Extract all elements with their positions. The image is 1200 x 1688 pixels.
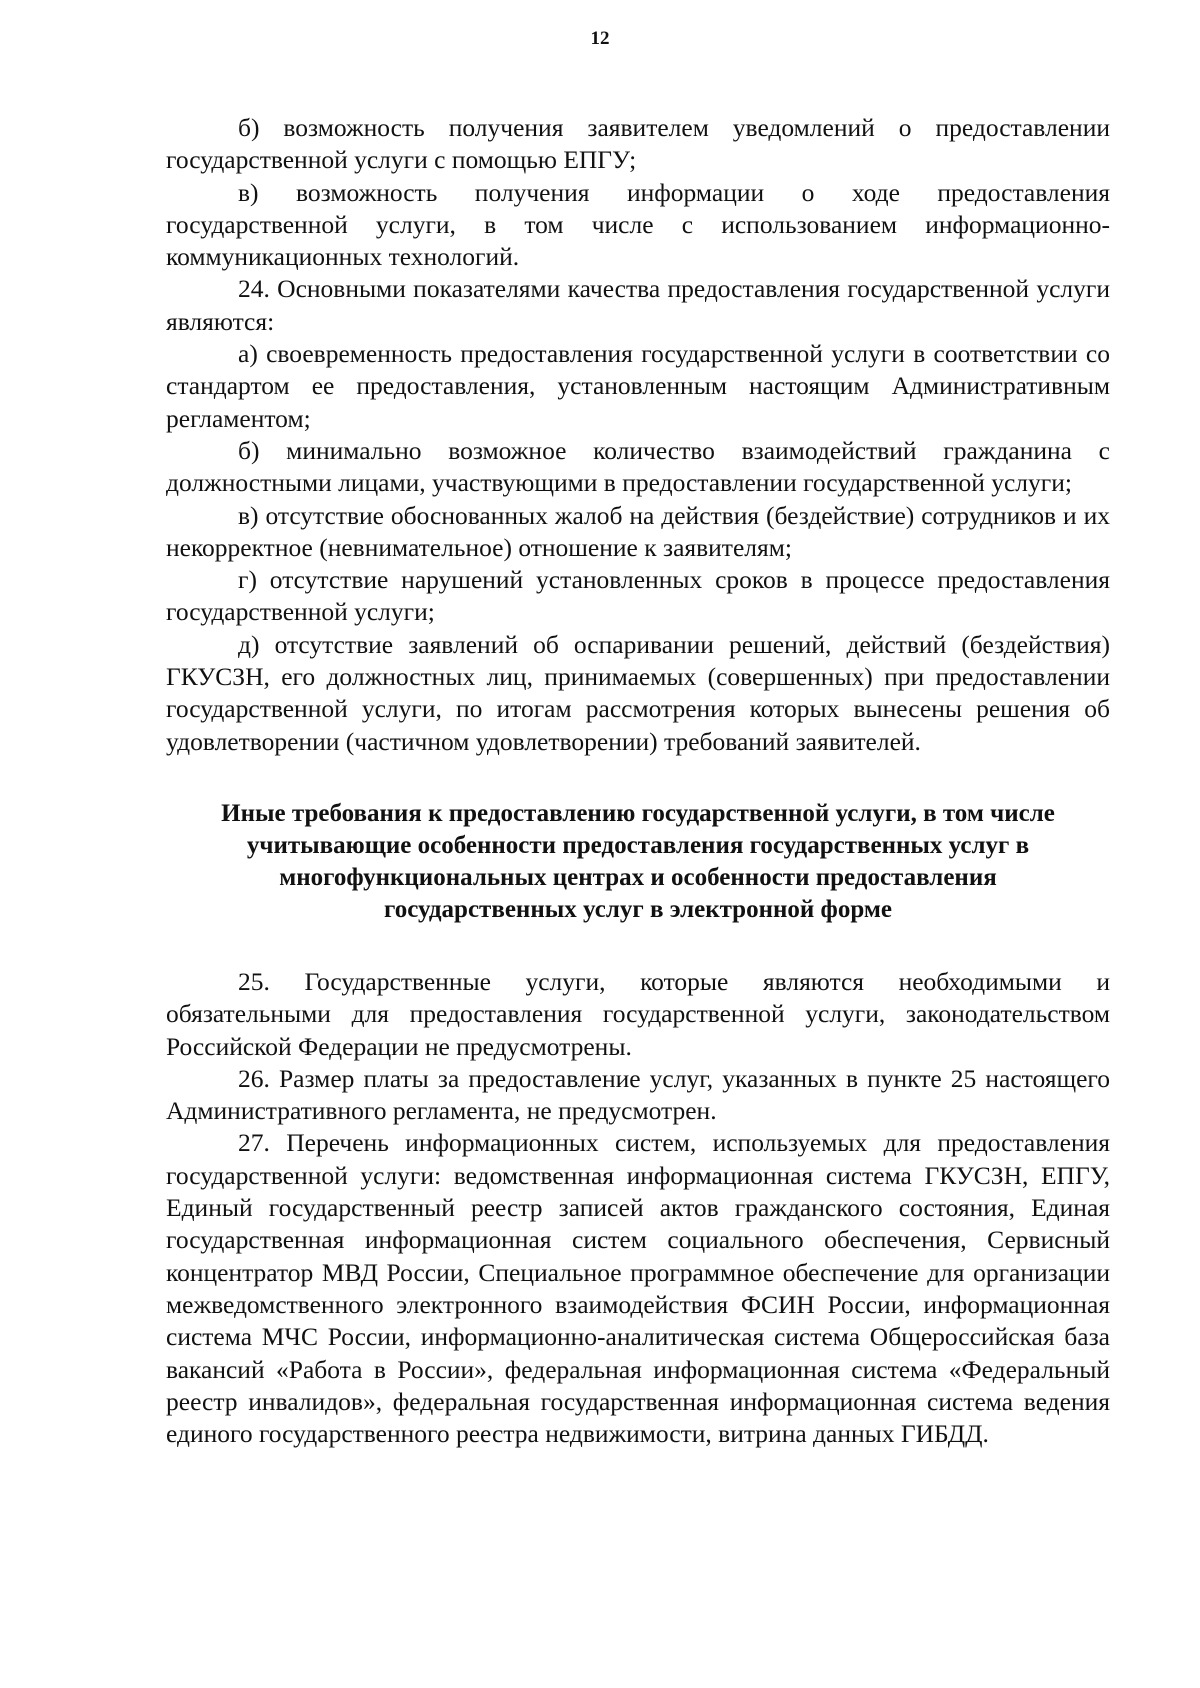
paragraph-v-complaints: в) отсутствие обоснованных жалоб на действия (бездействие) сотрудников и их некорректное (невнимательное) отношение к заявителям; xyxy=(166,500,1110,562)
paragraph-d-appeals: д) отсутствие заявлений об оспаривании решений, действий (бездействия) ГКУСЗН, его должностных лиц, принимаемых (совершенных) при предоставлении государственной услуги, по итогам рассмотрения которых вынесены решения об удовлетворении (частичном удовлетворении) требований заявителей. xyxy=(166,629,1110,756)
paragraph-24-quality-indicators: 24. Основными показателями качества предоставления государственной услуги являются: xyxy=(166,274,1110,336)
paragraph-b-notifications: б) возможность получения заявителем уведомлений о предоставлении государственной услуги с помощью ЕПГУ; xyxy=(166,113,1110,175)
paragraph-b-interactions: б) минимально возможное количество взаимодействий гражданина с должностными лицами, участвующими в предоставлении государственной услуги; xyxy=(166,435,1110,498)
section-heading: Иные требования к предоставлению государственной услуги, в том числе учитывающие особенности предоставления государственных услуг в многофункциональных центрах и особенности предоставления государственных услуг в электронной форме xyxy=(221,799,1055,923)
paragraph-25-necessary-services: 25. Государственные услуги, которые являются необходимыми и обязательными для предоставления государственной услуги, законодательством Российской Федерации не предусмотрены. xyxy=(166,966,1110,1061)
paragraph-v-information: в) возможность получения информации о ходе предоставления государственной услуги, в том числе с использованием информационно-коммуникационных технологий. xyxy=(166,177,1110,272)
paragraph-26-fee: 26. Размер платы за предоставление услуг, указанных в пункте 25 настоящего Административного регламента, не предусмотрен. xyxy=(166,1063,1110,1126)
paragraph-g-deadlines: г) отсутствие нарушений установленных сроков в процессе предоставления государственной услуги; xyxy=(166,565,1110,627)
paragraph-27-information-systems: 27. Перечень информационных систем, используемых для предоставления государственной услуги: ведомственная информационная система ГКУСЗН, ЕПГУ, Единый государственный реестр записей актов гражданского состояния, Единая государственная информационная систем социального обеспечения, Сервисный концентратор МВД России, Специальное программное обеспечение для организации межведомственного электронного взаимодействия ФСИН России, информационная система МЧС России, информационно-аналитическая система Общероссийская база вакансий «Работа в России», федеральная информационная система «Федеральный реестр инвалидов», федеральная государственная информационная система ведения единого государственного реестра недвижимости, витрина данных ГИБДД. xyxy=(166,1128,1110,1449)
paragraph-a-timeliness: а) своевременность предоставления государственной услуги в соответствии со стандартом ее предоставления, установленным настоящим Административным регламентом; xyxy=(166,339,1110,433)
page-number: 12 xyxy=(590,28,610,49)
document-body xyxy=(166,112,1110,1450)
